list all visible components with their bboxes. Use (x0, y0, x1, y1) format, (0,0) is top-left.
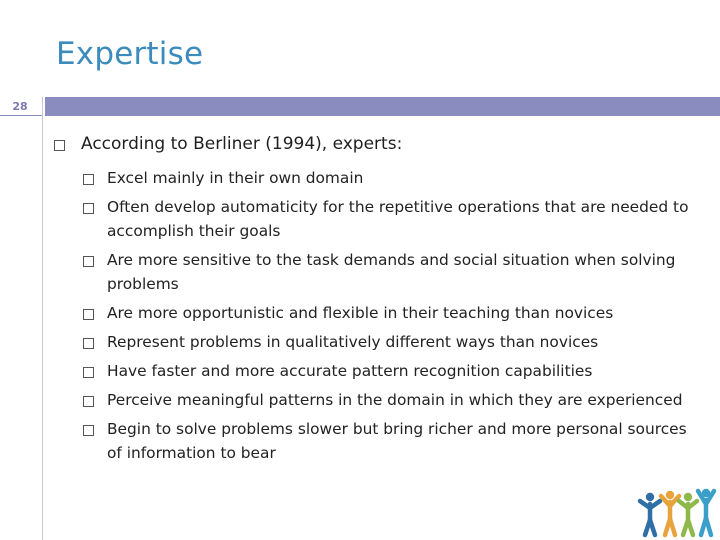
person-figure-blue-icon (640, 493, 660, 535)
person-figure-green-icon (679, 493, 697, 535)
slide-header-bar (0, 97, 720, 116)
header-band (45, 97, 720, 116)
list-item (107, 248, 702, 296)
checkbox-bullet-icon (83, 256, 94, 267)
list-item-text: Represent problems in qualitatively different ways than novices (107, 333, 599, 351)
slide-number: 28 (0, 97, 40, 116)
checkbox-bullet-icon (83, 367, 94, 378)
list-item (107, 195, 702, 243)
person-figure-teal-icon (698, 489, 714, 535)
list-item-text: Often develop automaticity for the repetitive operations that are needed to accomplish their goals (107, 198, 689, 240)
checkbox-bullet-icon (54, 140, 65, 151)
left-rule (42, 97, 43, 540)
sub-bullet-list (52, 166, 702, 465)
list-item-text: Are more opportunistic and flexible in their teaching than novices (107, 304, 614, 322)
slide-title: Expertise (56, 36, 204, 72)
main-bullet-text: According to Berliner (1994), experts: (81, 134, 403, 154)
list-item-text: Perceive meaningful patterns in the domain in which they are experienced (107, 391, 683, 409)
slide-content (52, 132, 702, 470)
checkbox-bullet-icon (83, 338, 94, 349)
list-item (107, 417, 702, 465)
people-group-logo-icon (637, 486, 717, 538)
main-bullet (52, 132, 702, 156)
slide-number-underline (0, 115, 42, 116)
checkbox-bullet-icon (83, 425, 94, 436)
list-item-text: Have faster and more accurate pattern recognition capabilities (107, 362, 593, 380)
checkbox-bullet-icon (83, 203, 94, 214)
list-item-text: Are more sensitive to the task demands and social situation when solving problems (107, 251, 676, 293)
list-item (107, 359, 702, 383)
checkbox-bullet-icon (83, 174, 94, 185)
checkbox-bullet-icon (83, 309, 94, 320)
checkbox-bullet-icon (83, 396, 94, 407)
list-item (107, 330, 702, 354)
list-item (107, 388, 702, 412)
list-item (107, 166, 702, 190)
list-item (107, 301, 702, 325)
list-item-text: Begin to solve problems slower but bring richer and more personal sources of information to bear (107, 420, 687, 462)
person-figure-orange-icon (661, 491, 679, 535)
list-item-text: Excel mainly in their own domain (107, 169, 364, 187)
